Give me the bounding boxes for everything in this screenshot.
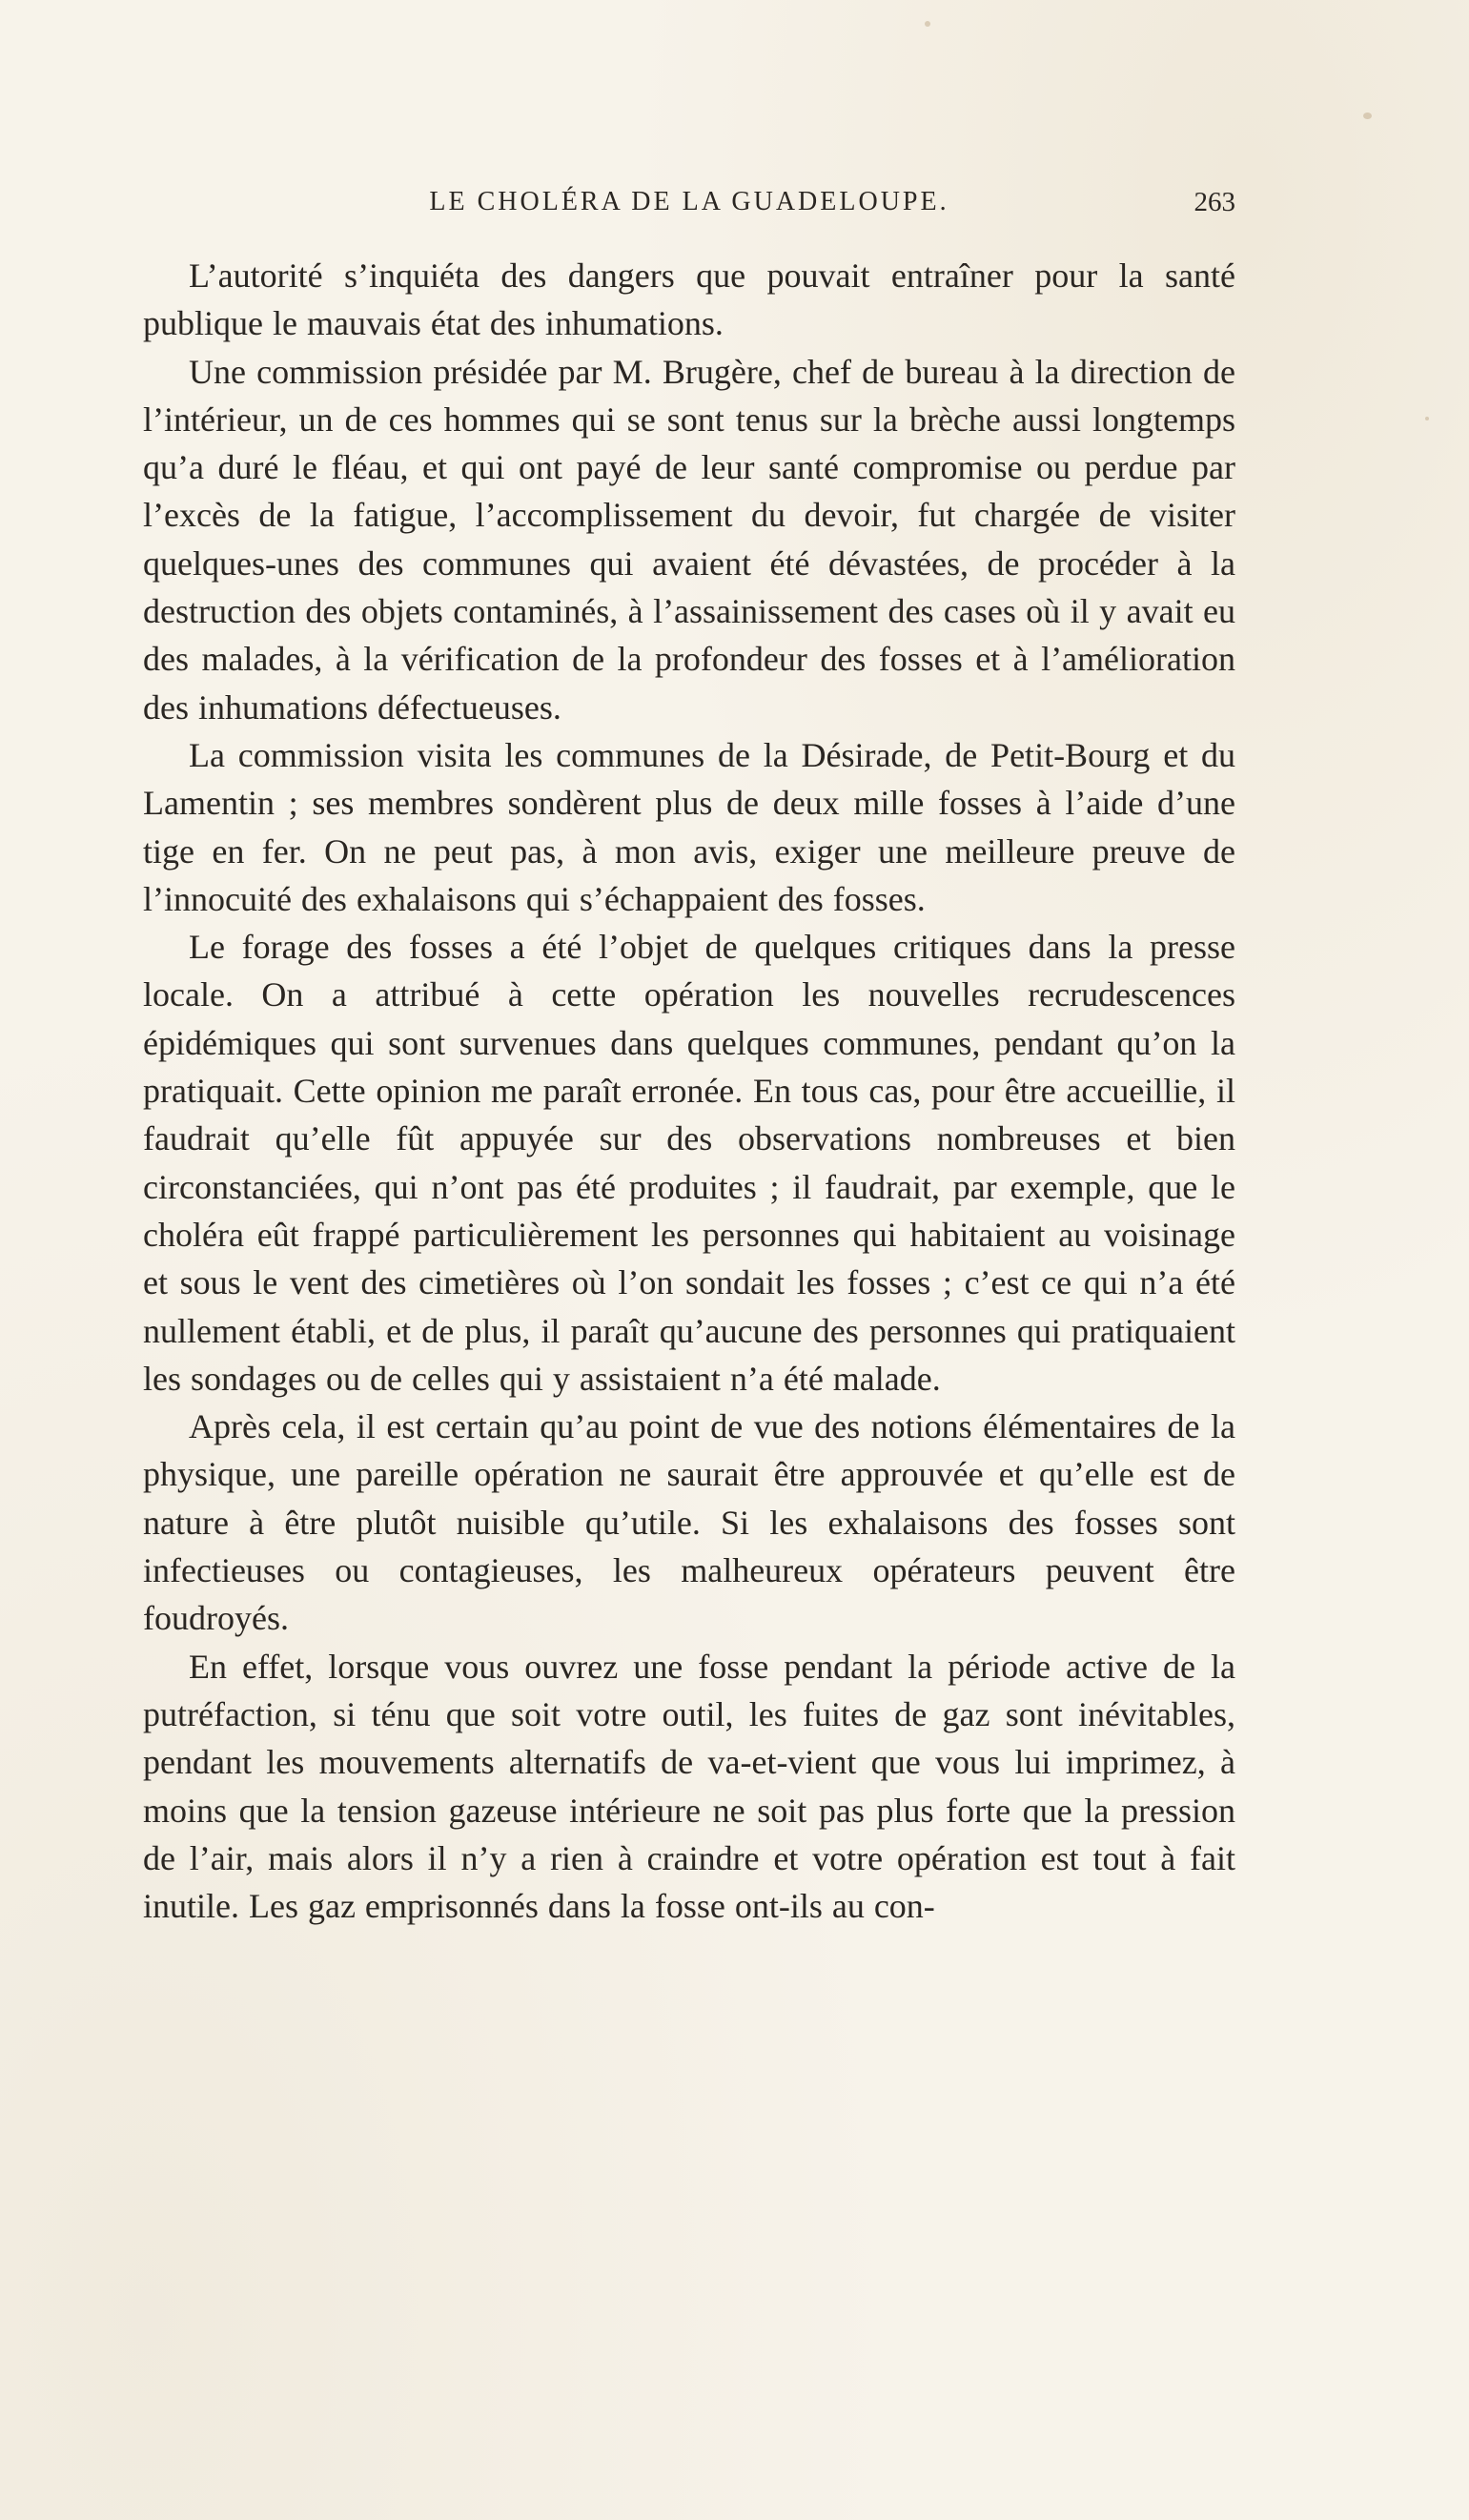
paper-spot — [1425, 417, 1429, 420]
paragraph: Après cela, il est certain qu’au point de vue des notions élémentaires de la physique, une pareille opération ne saurait être approuvée et qu’elle est de nature à être plutôt nuisible qu’utile. Si les exhalaisons des fosses sont infectieuses ou contagieuses, les malheureux opérateurs peuvent être foudroyés. — [143, 1407, 1235, 1638]
running-head — [143, 187, 1235, 225]
running-title: LE CHOLÉRA DE LA GUADELOUPE. — [429, 187, 949, 216]
paragraph: En effet, lorsque vous ouvrez une fosse pendant la période active de la putréfaction, si ténu que soit votre outil, les fuites de gaz sont inévitables, pendant les mouvements alternatifs de va-et-vient que vous lui imprimez, à moins que la tension gazeuse intérieure ne soit pas plus forte que la pression de l’air, mais alors il n’y a rien à craindre et votre opération est tout à fait inutile. Les gaz emprisonnés dans la fosse ont-ils au con- — [143, 1647, 1235, 1926]
body-text — [143, 252, 1235, 1930]
paragraph: La commission visita les communes de la Désirade, de Petit-Bourg et du Lamentin ; ses membres sondèrent plus de deux mille fosses à l’aide d’une tige en fer. On ne peut pas, à mon avis, exiger une meilleure preuve de l’innocuité des exhalaisons qui s’échappaient des fosses. — [143, 735, 1235, 918]
paper-spot — [1363, 113, 1372, 119]
paragraph: Le forage des fosses a été l’objet de quelques critiques dans la presse locale. On a attribué à cette opération les nouvelles recrudescences épidémiques qui sont survenues dans quelques communes, pendant qu’on la pratiquait. Cette opinion me paraît erronée. En tous cas, pour être accueillie, il faudrait qu’elle fût appuyée sur des observations nombreuses et bien circonstanciées, qui n’ont pas été produites ; il faudrait, par exemple, que le choléra eût frappé particulièrement les personnes qui habitaient au voisinage et sous le vent des cimetières où l’on sondait les fosses ; c’est ce qui n’a été nullement établi, et de plus, il paraît qu’aucune des personnes qui pratiquaient les sondages ou de celles qui y assistaient n’a été malade. — [143, 928, 1235, 1398]
paper-spot — [925, 21, 930, 27]
page-number: 263 — [1194, 187, 1235, 217]
paragraph: Une commission présidée par M. Brugère, chef de bureau à la direction de l’intérieur, un de ces hommes qui se sont tenus sur la brèche aussi longtemps qu’a duré le fléau, et qui ont payé de leur santé compromise ou perdue par l’excès de la fatigue, l’accomplissement du devoir, fut chargée de visiter quelques-unes des communes qui avaient été dévastées, de procéder à la destruction des objets contaminés, à l’assainissement des cases où il y avait eu des malades, à la vérification de la profondeur des fosses et à l’amélioration des inhumations défectueuses. — [143, 352, 1235, 727]
paragraph: L’autorité s’inquiéta des dangers que pouvait entraîner pour la santé publique le mauvais état des inhumations. — [143, 256, 1235, 343]
